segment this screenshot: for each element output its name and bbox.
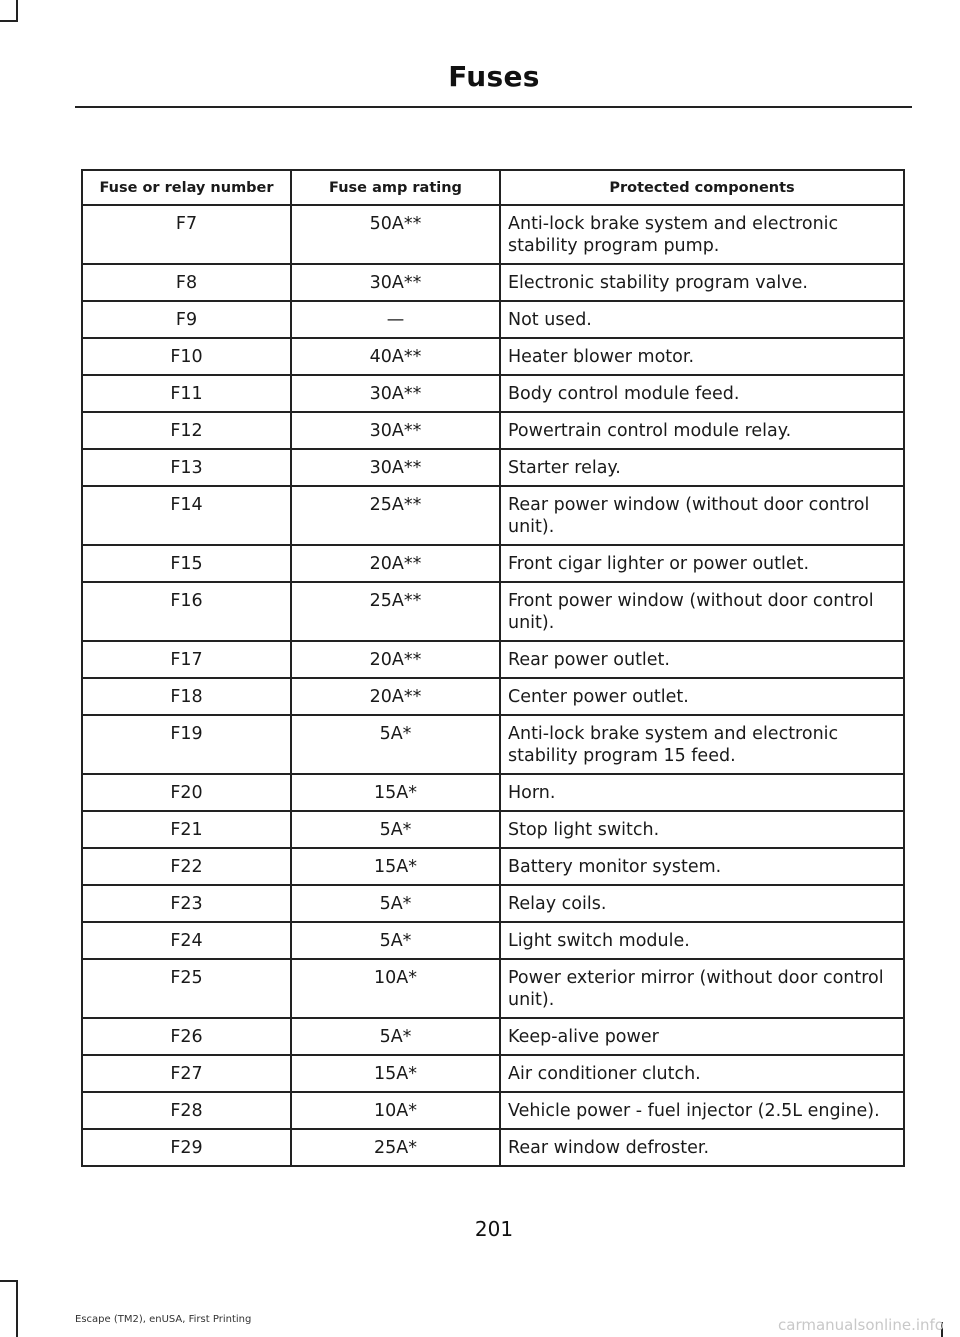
fuse-number-cell: F12	[82, 412, 291, 449]
page-title: Fuses	[448, 60, 540, 93]
fuse-number-cell: F19	[82, 715, 291, 774]
table-row	[82, 811, 904, 848]
table-row	[82, 885, 904, 922]
amp-rating-cell: 20A**	[291, 641, 500, 678]
table-row	[82, 486, 904, 545]
protected-component-cell: Front cigar lighter or power outlet.	[500, 545, 904, 582]
protected-component-cell: Center power outlet.	[500, 678, 904, 715]
protected-component-cell: Keep-alive power	[500, 1018, 904, 1055]
page-number: 201	[474, 1217, 514, 1241]
table-row	[82, 264, 904, 301]
fuse-number-cell: F11	[82, 375, 291, 412]
fuse-number-cell: F17	[82, 641, 291, 678]
amp-rating-cell: 30A**	[291, 264, 500, 301]
fuse-number-cell: F24	[82, 922, 291, 959]
table-body	[82, 205, 904, 1166]
fuse-number-cell: F29	[82, 1129, 291, 1166]
crop-mark	[0, 1280, 18, 1282]
fuse-table	[81, 169, 905, 1167]
amp-rating-cell: 10A*	[291, 959, 500, 1018]
amp-rating-cell: 25A**	[291, 486, 500, 545]
column-header-fuse-number: Fuse or relay number	[82, 170, 291, 205]
fuse-number-cell: F9	[82, 301, 291, 338]
protected-component-cell: Electronic stability program valve.	[500, 264, 904, 301]
amp-rating-cell: 5A*	[291, 715, 500, 774]
amp-rating-cell: 25A*	[291, 1129, 500, 1166]
edition-footer: Escape (TM2), enUSA, First Printing	[75, 1314, 252, 1325]
protected-component-cell: Power exterior mirror (without door control unit).	[500, 959, 904, 1018]
fuse-number-cell: F13	[82, 449, 291, 486]
protected-component-cell: Powertrain control module relay.	[500, 412, 904, 449]
watermark: carmanualsonline.info	[778, 1316, 944, 1334]
amp-rating-cell: 30A**	[291, 449, 500, 486]
table-row	[82, 848, 904, 885]
table-row	[82, 678, 904, 715]
table-row	[82, 1092, 904, 1129]
protected-component-cell: Starter relay.	[500, 449, 904, 486]
table-row	[82, 774, 904, 811]
fuse-number-cell: F20	[82, 774, 291, 811]
fuse-number-cell: F15	[82, 545, 291, 582]
amp-rating-cell: 10A*	[291, 1092, 500, 1129]
fuse-number-cell: F16	[82, 582, 291, 641]
amp-rating-cell: 20A**	[291, 545, 500, 582]
crop-mark	[16, 1280, 18, 1337]
amp-rating-cell: —	[291, 301, 500, 338]
column-header-amp-rating: Fuse amp rating	[291, 170, 500, 205]
protected-component-cell: Anti-lock brake system and electronic stability program 15 feed.	[500, 715, 904, 774]
protected-component-cell: Light switch module.	[500, 922, 904, 959]
protected-component-cell: Rear power outlet.	[500, 641, 904, 678]
fuse-number-cell: F18	[82, 678, 291, 715]
protected-component-cell: Stop light switch.	[500, 811, 904, 848]
fuse-number-cell: F23	[82, 885, 291, 922]
fuse-number-cell: F21	[82, 811, 291, 848]
fuse-number-cell: F10	[82, 338, 291, 375]
amp-rating-cell: 5A*	[291, 922, 500, 959]
table-row	[82, 375, 904, 412]
fuse-number-cell: F14	[82, 486, 291, 545]
table-row	[82, 205, 904, 264]
protected-component-cell: Front power window (without door control unit).	[500, 582, 904, 641]
amp-rating-cell: 5A*	[291, 811, 500, 848]
table-row	[82, 1055, 904, 1092]
fuse-number-cell: F27	[82, 1055, 291, 1092]
amp-rating-cell: 30A**	[291, 412, 500, 449]
amp-rating-cell: 50A**	[291, 205, 500, 264]
fuse-number-cell: F25	[82, 959, 291, 1018]
protected-component-cell: Battery monitor system.	[500, 848, 904, 885]
table-row	[82, 412, 904, 449]
table-row	[82, 301, 904, 338]
fuse-number-cell: F8	[82, 264, 291, 301]
amp-rating-cell: 15A*	[291, 1055, 500, 1092]
amp-rating-cell: 5A*	[291, 885, 500, 922]
fuse-number-cell: F7	[82, 205, 291, 264]
protected-component-cell: Anti-lock brake system and electronic stability program pump.	[500, 205, 904, 264]
amp-rating-cell: 25A**	[291, 582, 500, 641]
table-row	[82, 449, 904, 486]
protected-component-cell: Relay coils.	[500, 885, 904, 922]
table-row	[82, 959, 904, 1018]
table-header-row	[82, 170, 904, 205]
protected-component-cell: Rear window defroster.	[500, 1129, 904, 1166]
table-row	[82, 582, 904, 641]
protected-component-cell: Vehicle power - fuel injector (2.5L engine).	[500, 1092, 904, 1129]
protected-component-cell: Not used.	[500, 301, 904, 338]
crop-mark	[16, 0, 18, 22]
table-row	[82, 715, 904, 774]
amp-rating-cell: 20A**	[291, 678, 500, 715]
fuse-number-cell: F28	[82, 1092, 291, 1129]
table-row	[82, 1129, 904, 1166]
amp-rating-cell: 15A*	[291, 774, 500, 811]
protected-component-cell: Heater blower motor.	[500, 338, 904, 375]
table-row	[82, 641, 904, 678]
amp-rating-cell: 15A*	[291, 848, 500, 885]
amp-rating-cell: 30A**	[291, 375, 500, 412]
protected-component-cell: Rear power window (without door control unit).	[500, 486, 904, 545]
header-divider	[75, 106, 912, 108]
crop-mark	[0, 20, 18, 22]
table-row	[82, 338, 904, 375]
table-row	[82, 922, 904, 959]
protected-component-cell: Air conditioner clutch.	[500, 1055, 904, 1092]
column-header-protected-components: Protected components	[500, 170, 904, 205]
protected-component-cell: Body control module feed.	[500, 375, 904, 412]
amp-rating-cell: 5A*	[291, 1018, 500, 1055]
fuse-number-cell: F22	[82, 848, 291, 885]
protected-component-cell: Horn.	[500, 774, 904, 811]
amp-rating-cell: 40A**	[291, 338, 500, 375]
table-row	[82, 1018, 904, 1055]
fuse-number-cell: F26	[82, 1018, 291, 1055]
table-row	[82, 545, 904, 582]
